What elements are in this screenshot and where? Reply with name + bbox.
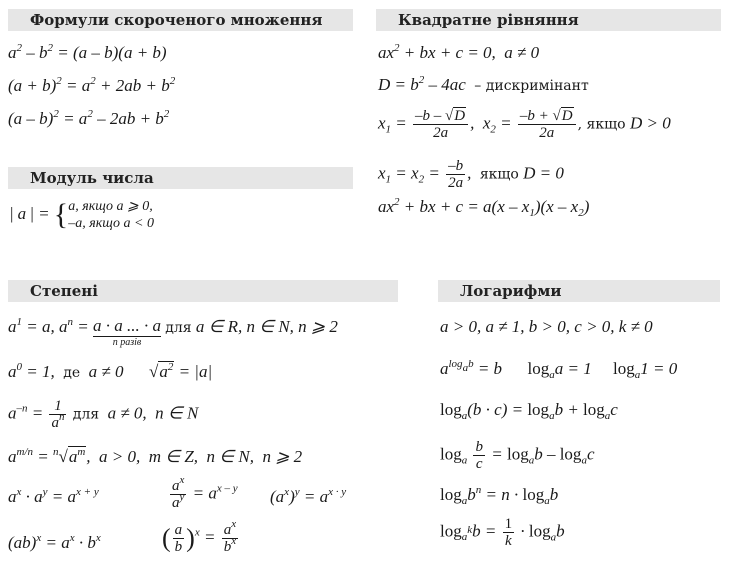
header-logarithms: Логарифми [438, 280, 720, 302]
formula-log-product: $\log_a(b \cdot c) = \log_ab + \log_ac$ [440, 400, 618, 422]
discriminant-label: – дискримінант [474, 78, 589, 94]
formula-factorization: $ax^2$ + bx + $c = a(x - x_1)(x - x_2)$ [378, 196, 590, 219]
header-quadratic-equation: Квадратне рівняння [376, 9, 721, 31]
formula-two-roots: $x_1$ = $\frac{-b - √D}{2a}$ , $x_2$ = $\frac{-b + √D}{2a}$ , якщо D > 0 [378, 108, 671, 141]
formula-product-power: $(ab)^x = a^x \cdot b^x$ [8, 532, 101, 552]
formula-power-product: $a^x \cdot a^y = a^{x + y}$ [8, 486, 99, 506]
formula-modulus: | a | = { a, якщо a ⩾ 0, –a, якщо a < 0 [10, 198, 154, 231]
formula-log-power: $\log_ab^n = n \cdot \log_ab$ [440, 484, 559, 507]
formula-quadratic-general: $ax^2$ + bx + c = 0, a ≠ 0 [378, 42, 540, 62]
modulus-case-positive: a, якщо a ⩾ 0, [68, 199, 153, 214]
modulus-case-negative: –a, якщо a < 0 [68, 216, 154, 231]
formula-log-quotient: $\log_a$ $\frac{b}{c}$ = $\log_ab - \log_ac$ [440, 439, 595, 472]
brace-label: n разів [112, 337, 142, 348]
formula-power-of-power: $(a^x)^y = a^{x \cdot y}$ [270, 486, 347, 506]
formula-power-quotient: $\frac{a^x}{a^y}$ = $a^{x - y}$ [172, 474, 238, 511]
formula-fractional-power: $a^{m/n} = ^n√a^m$, a > 0, m ∈ Z, n ∈ N, n ⩾ 2 [8, 446, 303, 466]
formula-log-identity: $a^{log_ab} = b$ $\log_aa = 1$ $\log_a1 = 0$ [440, 358, 678, 381]
formula-quotient-power: ( $\frac{a}{b}$ )$^x$ = $\frac{a^x}{b^x}$ [162, 518, 237, 555]
header-short-multiplication: Формули скороченого множення [8, 9, 353, 31]
header-powers: Степені [8, 280, 398, 302]
formula-double-root: $x_1 = x_2$ = $\frac{-b}{2a}$ , якщо D = 0 [378, 158, 564, 191]
formula-square-of-difference: $(a - b)^2 = a^2 - 2ab + b^2$ [8, 108, 170, 128]
formula-difference-of-squares: $a^2 - b^2 = (a - b)(a + b)$ [8, 42, 167, 62]
log-conditions: a > 0, a ≠ 1, b > 0, c > 0, k ≠ 0 [440, 317, 653, 336]
formula-log-base-power: $\log_{a^k}b$ = $\frac{1}{k}$ · $\log_ab$ [440, 516, 565, 549]
formula-negative-power: $a^{-n}$ = $\frac{1}{a^n}$ для a ≠ 0, n ∈ N [8, 398, 199, 431]
formula-zero-power: $a^0 = 1$, де a ≠ 0 $√a^2 = |a|$ [8, 361, 213, 381]
formula-discriminant: $D = b^2 - 4ac$ – дискримінант [378, 74, 589, 94]
header-modulus: Модуль числа [8, 167, 353, 189]
formula-square-of-sum: $(a + b)^2 = a^2 + 2ab + b^2$ [8, 75, 176, 95]
formula-power-definition: $a^1 = a$, $a^n$ = a · a ... · a n разів для a ∈ R, n ∈ N, n ⩾ 2 [8, 316, 338, 348]
